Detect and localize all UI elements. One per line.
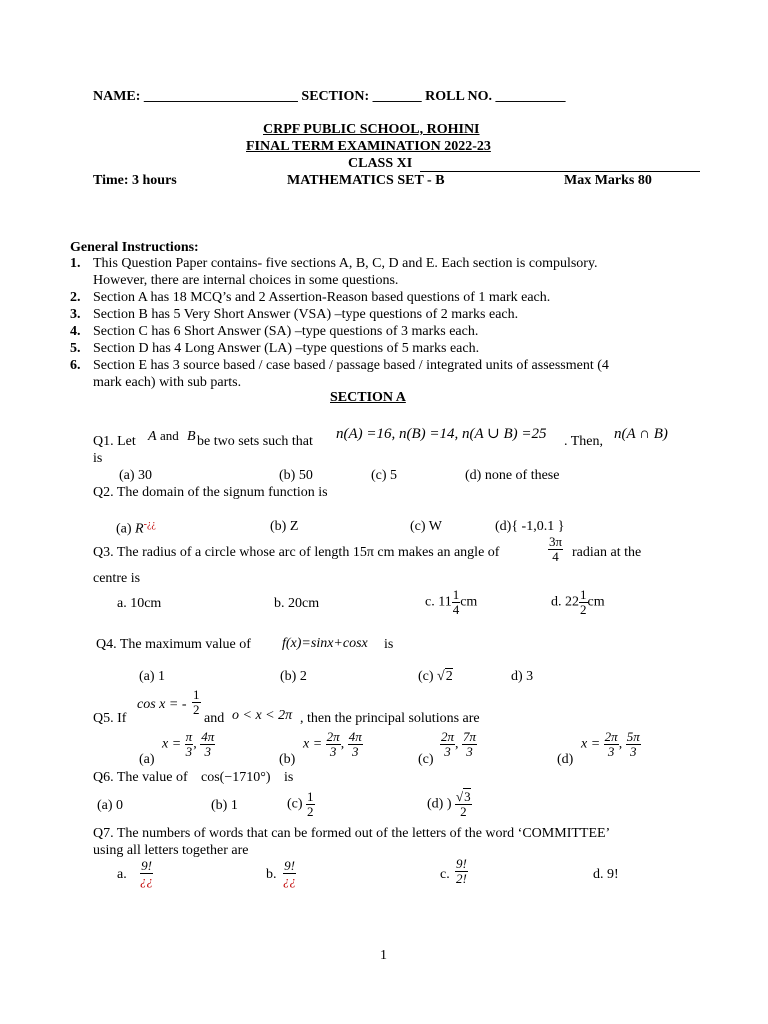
q5-cos-expression: cos x = - (137, 697, 187, 712)
q4-option-a: (a) 1 (139, 669, 166, 684)
q6-is: is (284, 770, 294, 785)
q5-option-d-label: (d) (557, 752, 574, 767)
instruction-item: 5. Section D has 4 Long Answer (LA) –type questions of 5 marks each. (70, 341, 480, 356)
q4-option-c: (c) √2 (418, 669, 453, 684)
q6-text: Q6. The value of (93, 770, 188, 785)
instruction-item: 4. Section C has 6 Short Answer (SA) –type questions of 3 marks each. (70, 324, 479, 339)
q5-option-c: $\frac{2\pi}{3}$ , $\frac{7\pi}{3}$ (441, 729, 477, 759)
q1-text: be two sets such that (197, 434, 313, 449)
q3-option-a: a. 10cm (117, 596, 162, 611)
q5-option-c-label: (c) (418, 752, 434, 767)
q1-prefix: Q1. Let (93, 434, 136, 449)
q3-text: Q3. The radius of a circle whose arc of length 15π cm makes an angle of (93, 545, 500, 560)
q6-option-c: (c) $\frac{1}{2}$ (287, 789, 314, 819)
q6-option-d: (d) ) $\frac{√3}{2}$ (427, 789, 471, 819)
instruction-item: 3. Section B has 5 Very Short Answer (VSA) –type questions of 2 marks each. (70, 307, 519, 322)
q1-is: is (93, 451, 103, 466)
q4-option-d: d) 3 (511, 669, 534, 684)
name-section-roll-line: NAME: ______________________ SECTION: _______ ROLL NO. __________ (93, 89, 566, 104)
q7-option-d: d. 9! (593, 867, 619, 882)
subject-label: MATHEMATICS SET - B (287, 173, 445, 188)
q3-option-c: c. 11 $\frac{1}{4}$ cm (425, 587, 478, 617)
section-a-heading: SECTION A (330, 390, 406, 405)
q7-option-b: $\frac{9!}{¿¿}$ (283, 858, 296, 888)
q5-option-a: x = $\frac{\pi}{3}$ , $\frac{4\pi}{3}$ (162, 729, 215, 759)
q7-option-c-label: c. (440, 867, 450, 882)
school-name: CRPF PUBLIC SCHOOL, ROHINI (263, 122, 480, 137)
max-marks-label: Max Marks 80 (564, 173, 652, 188)
q3-option-b: b. 20cm (274, 596, 320, 611)
q7-option-c: $\frac{9!}{2!}$ (456, 856, 467, 886)
q1-expression-intersection: n(A ∩ B) (614, 426, 668, 442)
instruction-item: mark each) with sub parts. (93, 375, 242, 390)
q6-option-b: (b) 1 (211, 798, 238, 813)
q5-range: o < x < 2π (232, 708, 293, 723)
exam-title: FINAL TERM EXAMINATION 2022-23 (246, 139, 491, 154)
q7-line1: Q7. The numbers of words that can be formed out of the letters of the word ‘COMMITTEE’ (93, 826, 611, 841)
q6-option-a: (a) 0 (97, 798, 124, 813)
q2-text: Q2. The domain of the signum function is (93, 485, 328, 500)
page-number: 1 (380, 948, 387, 963)
q5-tail: , then the principal solutions are (300, 711, 480, 726)
time-label: Time: 3 hours (93, 173, 177, 188)
q1-then: . Then, (564, 434, 604, 449)
header-rule (420, 171, 700, 172)
q7-option-a: $\frac{9!}{¿¿}$ (140, 858, 153, 888)
q1-set-a: A (148, 429, 157, 444)
q3-option-d: d. 22 $\frac{1}{2}$ cm (551, 587, 605, 617)
q4-expression: f(x)=sinx+cosx (282, 636, 368, 651)
q2-option-b: (b) Z (270, 519, 299, 534)
q1-set-b: B (187, 429, 196, 444)
q5-and: and (204, 711, 225, 726)
q7-option-a-label: a. (117, 867, 127, 882)
instruction-item: 1. This Question Paper contains- five sections A, B, C, D and E. Each section is compulsory. (70, 256, 598, 271)
q1-option-a: (a) 30 (119, 468, 153, 483)
q5-option-a-label: (a) (139, 752, 155, 767)
q2-option-c: (c) W (410, 519, 442, 534)
q4-option-b: (b) 2 (280, 669, 307, 684)
q1-option-b: (b) 50 (279, 468, 313, 483)
q7-line2: using all letters together are (93, 843, 249, 858)
q2-option-a: (a) R-¿¿ (116, 519, 156, 537)
q3-line2: centre is (93, 571, 141, 586)
class-label: CLASS XI (348, 156, 413, 171)
instruction-item: 6. Section E has 3 source based / case based / passage based / integrated units of assessment (4 (70, 358, 609, 373)
q7-option-b-label: b. (266, 867, 277, 882)
instruction-item: However, there are internal choices in some questions. (93, 273, 399, 288)
q4-text: Q4. The maximum value of (96, 637, 251, 652)
q6-expression: cos(−1710°) (201, 770, 271, 785)
q5-prefix: Q5. If (93, 711, 127, 726)
instruction-item: 2. Section A has 18 MCQ’s and 2 Assertion-Reason based questions of 1 mark each. (70, 290, 551, 305)
q3-tail: radian at the (572, 545, 642, 560)
q3-angle-fraction: $\frac{3\pi}{4}$ (549, 534, 563, 564)
q1-and: and (160, 428, 179, 443)
q5-cos-fraction: $\frac{1}{2}$ (193, 687, 200, 717)
q5-option-b: x = $\frac{2\pi}{3}$ , $\frac{4\pi}{3}$ (303, 729, 362, 759)
q1-option-d: (d) none of these (465, 468, 560, 483)
instructions-list (70, 255, 690, 391)
q2-option-d: (d){ -1,0.1 } (495, 519, 565, 534)
q1-expression: n(A) =16, n(B) =14, n(A ∪ B) =25 (336, 426, 547, 442)
instructions-title: General Instructions: (70, 240, 199, 255)
q5-option-b-label: (b) (279, 752, 296, 767)
q5-option-d: x = $\frac{2\pi}{3}$ , $\frac{5\pi}{3}$ (581, 729, 640, 759)
q1-option-c: (c) 5 (371, 468, 398, 483)
q4-is: is (384, 637, 394, 652)
